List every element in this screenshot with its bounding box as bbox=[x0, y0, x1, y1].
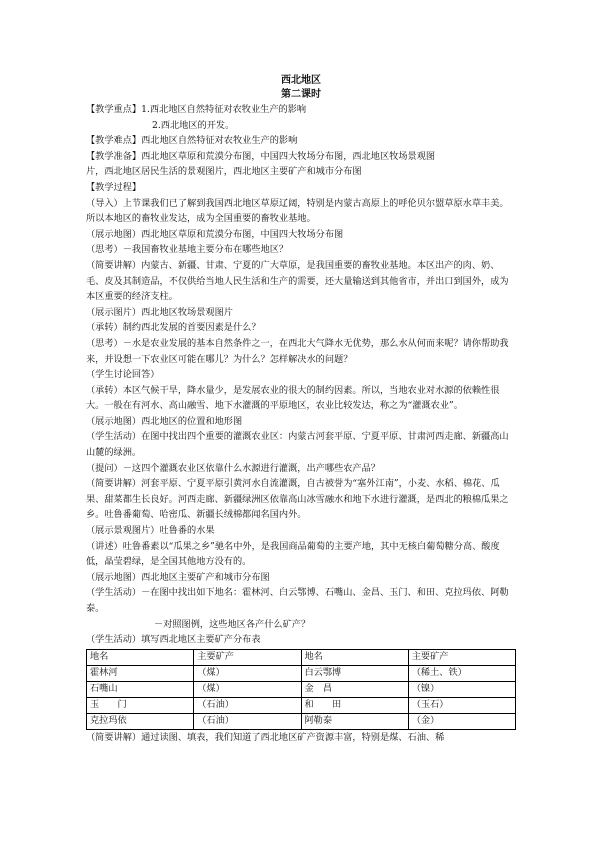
table-cell: （石油） bbox=[194, 713, 301, 729]
paragraph: （学生活动）填写西北地区主要矿产分布表 bbox=[86, 634, 261, 646]
table-cell: （玉石） bbox=[408, 697, 515, 713]
paragraph: （思考）－我国畜牧业基地主要分布在哪些地区？ bbox=[86, 244, 289, 256]
table-row bbox=[87, 665, 516, 681]
table-header-cell: 主要矿产 bbox=[194, 649, 301, 665]
table-cell: （镍） bbox=[408, 681, 515, 697]
table-header-cell: 地名 bbox=[301, 649, 408, 665]
paragraph: （展示图片）西北地区牧场景观图片 bbox=[86, 306, 233, 318]
minerals-table bbox=[86, 649, 516, 730]
paragraph: （简要讲解）内蒙古、新疆、甘肃、宁夏的广大草原，是我国重要的畜牧业基地。本区出产的肉、奶、毛、皮及其制造品，不仅供给当地人民生活和生产的需要，还大量输送到其他省市，并出口到国外，成为本区重要的经济支柱。 bbox=[86, 259, 509, 303]
table-cell: 和 田 bbox=[301, 697, 408, 713]
table-header-cell: 主要矿产 bbox=[408, 649, 515, 665]
prep-line-2: 片，西北地区居民生活的景观图片，西北地区主要矿产和城市分布图 bbox=[86, 166, 362, 178]
paragraph: （简要讲解）河套平原、宁夏平原引黄河水自流灌溉，自古被誉为“塞外江南”，小麦、水稻、棉花、瓜果、甜菜都生长良好。河西走廊、新疆绿洲区依靠高山冰雪融水和地下水进行灌溉，是西北的粮棉瓜果之乡。吐鲁番葡萄、哈密瓜、新疆长绒棉都闻名国内外。 bbox=[86, 478, 509, 521]
table-cell: （稀土、铁） bbox=[408, 665, 515, 681]
paragraph: （学生活动）－在图中找出如下地名：霍林河、白云鄂博、石嘴山、金昌、玉门、和田、克拉玛依、阿勒泰。 bbox=[86, 587, 509, 614]
table-cell: （煤） bbox=[194, 665, 301, 681]
key-points-line-2: 2.西北地区的开发。 bbox=[152, 119, 235, 131]
table-cell: 克拉玛依 bbox=[87, 713, 194, 729]
paragraph: （提问）－这四个灌溉农业区依靠什么水源进行灌溉，出产哪些农产品？ bbox=[86, 462, 380, 474]
paragraph: （学生活动）在图中找出四个重要的灌溉农业区：内蒙古河套平原、宁夏平原、甘肃河西走廊、新疆高山山麓的绿洲。 bbox=[86, 431, 509, 459]
table-cell: 白云鄂博 bbox=[301, 665, 408, 681]
paragraph: （承转）本区气候干旱，降水量少，是发展农业的很大的制约因素。所以，当地农业对水源的依赖性很大。一般在有河水、高山融雪、地下水灌溉的平原地区，农业比较发达，称之为“灌溉农业”。 bbox=[86, 384, 500, 412]
table-cell: 石嘴山 bbox=[87, 681, 194, 697]
paragraph: （承转）制约西北发展的首要因素是什么？ bbox=[86, 322, 261, 334]
paragraph: （展示地图）西北地区的位置和地形图 bbox=[86, 415, 243, 427]
paragraph: －对照图例，这些地区各产什么矿产？ bbox=[154, 618, 311, 630]
table-row bbox=[87, 713, 516, 729]
doc-title: 西北地区 bbox=[281, 75, 321, 86]
table-header-cell: 地名 bbox=[87, 649, 194, 665]
paragraph: （讲述）吐鲁番素以“瓜果之乡”驰名中外，是我国商品葡萄的主要产地，其中无核白葡萄糖分高、酸度低，晶莹碧绿，是全国其他地方没有的。 bbox=[86, 540, 500, 568]
table-row bbox=[87, 697, 516, 713]
prep-line-1: 【教学准备】西北地区草原和荒漠分布图，中国四大牧场分布图，西北地区牧场景观图 bbox=[86, 150, 436, 162]
table-cell: （石油） bbox=[194, 697, 301, 713]
paragraph: （学生讨论回答） bbox=[86, 369, 160, 381]
table-cell: 阿勒泰 bbox=[301, 713, 408, 729]
paragraph: （展示地图）西北地区草原和荒漠分布图，中国四大牧场分布图 bbox=[86, 228, 344, 240]
doc-subtitle: 第二课时 bbox=[281, 89, 321, 100]
table-header-row bbox=[87, 649, 516, 665]
paragraph: （展示景观图片）吐鲁番的水果 bbox=[86, 525, 215, 537]
table-cell: 霍林河 bbox=[87, 665, 194, 681]
paragraph-intro: （导入）上节课我们已了解到我国西北地区草原辽阔，特别是内蒙古高原上的呼伦贝尔盟草原水草丰美。所以本地区的畜牧业发达，成为全国重要的畜牧业基地。 bbox=[86, 197, 509, 225]
paragraph: （思考）－水是农业发展的基本自然条件之一，在西北大气降水无优势，那么水从何而来呢？请你帮助我来，并设想一下农业区可能在哪儿？为什么？怎样解决水的问题？ bbox=[86, 337, 509, 365]
key-points-line-1: 【教学重点】1.西北地区自然特征对农牧业生产的影响 bbox=[86, 104, 307, 115]
document-content bbox=[86, 74, 516, 745]
table-cell: 金 昌 bbox=[301, 681, 408, 697]
paragraph: （展示地图）西北地区主要矿产和城市分布图 bbox=[86, 571, 270, 583]
paragraph-closing: （简要讲解）通过读图、填表，我们知道了西北地区矿产资源丰富，特别是煤、石油、稀 bbox=[86, 731, 445, 743]
table-cell: 玉 门 bbox=[87, 697, 194, 713]
difficulty-line: 【教学难点】西北地区自然特征对农牧业生产的影响 bbox=[86, 135, 298, 147]
table-cell: （金） bbox=[408, 713, 515, 729]
process-heading: 【教学过程】 bbox=[86, 181, 142, 193]
table-row bbox=[87, 681, 516, 697]
table-cell: （煤） bbox=[194, 681, 301, 697]
